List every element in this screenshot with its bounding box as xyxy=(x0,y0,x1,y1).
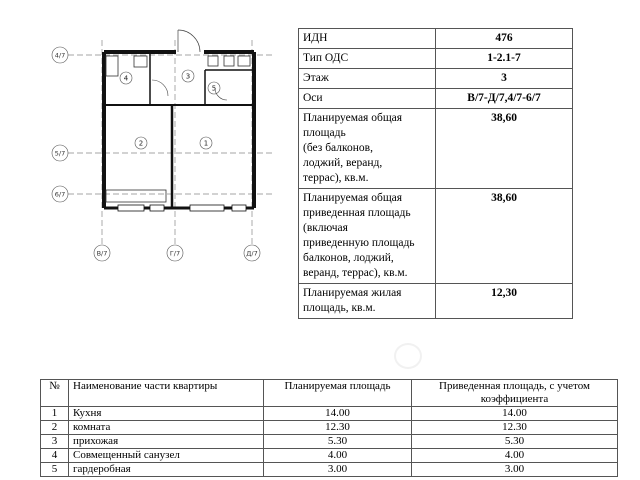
entry-door xyxy=(178,30,200,52)
table-row xyxy=(41,435,618,449)
room-area: 14.00 xyxy=(264,407,412,421)
rooms-table xyxy=(40,379,618,477)
room-num: 2 xyxy=(41,421,69,435)
svg-text:3: 3 xyxy=(185,72,191,81)
info-row-axes xyxy=(299,89,573,109)
room-area: 5.30 xyxy=(264,435,412,449)
room-area: 12.30 xyxy=(264,421,412,435)
svg-text:2: 2 xyxy=(138,139,144,148)
rooms-header-row xyxy=(41,380,618,407)
room-reduced-area: 12.30 xyxy=(412,421,618,435)
axis-marker-v-7 xyxy=(94,245,110,261)
axis-marker-6-7 xyxy=(52,186,68,202)
info-label: Этаж xyxy=(299,69,436,89)
info-value: 3 xyxy=(436,69,573,89)
room-number-1 xyxy=(200,137,212,149)
table-row xyxy=(41,449,618,463)
room-reduced-area: 4.00 xyxy=(412,449,618,463)
header-area: Планируемая площадь xyxy=(264,380,412,407)
room-area: 3.00 xyxy=(264,463,412,477)
room-number-2 xyxy=(135,137,147,149)
table-row xyxy=(41,421,618,435)
info-row-reduced-area xyxy=(299,189,573,284)
info-label: Оси xyxy=(299,89,436,109)
info-row-total-area xyxy=(299,109,573,189)
info-row-ods-type xyxy=(299,49,573,69)
room-num: 4 xyxy=(41,449,69,463)
info-label: Планируемая общая приведенная площадь (включая приведенную площадь балконов, лоджий, веранд, террас), кв.м. xyxy=(299,189,436,284)
svg-text:4/7: 4/7 xyxy=(54,51,66,60)
axis-marker-d-7 xyxy=(244,245,260,261)
info-row-idn xyxy=(299,29,573,49)
room-name: прихожая xyxy=(69,435,264,449)
info-row-living-area xyxy=(299,284,573,319)
axis-marker-g-7 xyxy=(167,245,183,261)
svg-text:Д/7: Д/7 xyxy=(246,249,258,258)
room-area: 4.00 xyxy=(264,449,412,463)
svg-text:5: 5 xyxy=(211,84,217,93)
info-value: 476 xyxy=(436,29,573,49)
room-number-5 xyxy=(208,82,220,94)
room-reduced-area: 3.00 xyxy=(412,463,618,477)
axis-marker-4-7 xyxy=(52,47,68,63)
info-value: 12,30 xyxy=(436,284,573,319)
axis-marker-5-7 xyxy=(52,145,68,161)
watermark-logo xyxy=(394,343,422,369)
room-reduced-area: 14.00 xyxy=(412,407,618,421)
room-name: Кухня xyxy=(69,407,264,421)
room-number-3 xyxy=(182,70,194,82)
room-reduced-area: 5.30 xyxy=(412,435,618,449)
info-label: ИДН xyxy=(299,29,436,49)
svg-text:1: 1 xyxy=(203,139,209,148)
svg-text:5/7: 5/7 xyxy=(54,149,66,158)
info-value: В/7-Д/7,4/7-6/7 xyxy=(436,89,573,109)
info-label: Планируемая общая площадь (без балконов, лоджий, веранд, террас), кв.м. xyxy=(299,109,436,189)
room-num: 1 xyxy=(41,407,69,421)
room-name: гардеробная xyxy=(69,463,264,477)
room-number-4 xyxy=(120,72,132,84)
floor-plan xyxy=(0,0,290,280)
header-name: Наименование части квартиры xyxy=(69,380,264,407)
room-name: Совмещенный санузел xyxy=(69,449,264,463)
svg-text:Г/7: Г/7 xyxy=(169,249,181,258)
info-label: Планируемая жилая площадь, кв.м. xyxy=(299,284,436,319)
info-value: 38,60 xyxy=(436,109,573,189)
svg-text:4: 4 xyxy=(123,74,129,83)
table-row xyxy=(41,407,618,421)
room-num: 5 xyxy=(41,463,69,477)
header-num: № xyxy=(41,380,69,407)
room-name: комната xyxy=(69,421,264,435)
table-row xyxy=(41,463,618,477)
info-value: 38,60 xyxy=(436,189,573,284)
svg-text:В/7: В/7 xyxy=(96,249,108,258)
svg-text:6/7: 6/7 xyxy=(54,190,66,199)
info-label: Тип ОДС xyxy=(299,49,436,69)
header-reduced: Приведенная площадь, с учетом коэффициента xyxy=(412,380,618,407)
info-value: 1-2.1-7 xyxy=(436,49,573,69)
room-num: 3 xyxy=(41,435,69,449)
info-row-floor xyxy=(299,69,573,89)
apartment-info-table xyxy=(298,28,573,319)
